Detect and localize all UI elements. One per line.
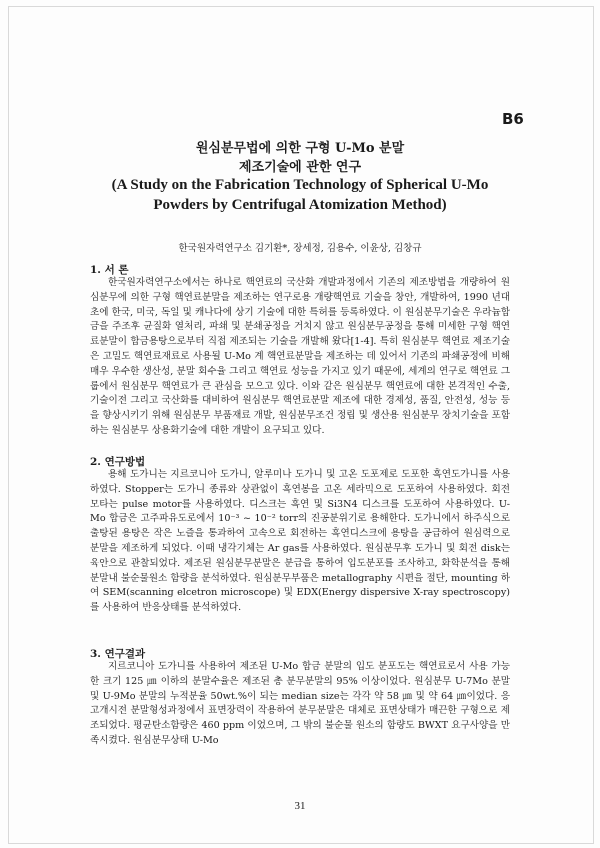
section-body-results <box>90 660 510 749</box>
section-body-methods <box>90 468 510 616</box>
english-title-line-2: Powders by Centrifugal Atomization Method) <box>153 197 447 213</box>
section-body-introduction <box>90 276 510 439</box>
paragraph: 지르코니아 도가니를 사용하여 제조된 U-Mo 합금 분말의 입도 분포도는 핵연료로서 사용 가능한 크기 125 ㎛ 이하의 분말수율은 제조된 총 분무분말의 95% 이상이었다. 원심분무 U-7Mo 분말 및 U-9Mo 분말의 누적분율 50wt.%이 되는 median size는 각각 약 58 ㎛ 및 약 64 ㎛이었다. 응고개시전 분말형성과정에서 표면장력이 작용하여 분무분말은 대체로 표면상태가 매끈한 구형으로 제조되었다. 평균탄소함량은 460 ppm 이었으며, 그 밖의 불순물 원소의 함량도 BWXT 요구사양을 만족시켰다. 원심분무상태 U-Mo <box>90 661 510 746</box>
paper-code: B6 <box>502 110 524 128</box>
english-title-line-1: (A Study on the Fabrication Technology of Spherical U-Mo <box>111 177 489 193</box>
section-heading-introduction: 1. 서 론 <box>90 264 129 276</box>
korean-title-line-1: 원심분무법에 의한 구형 U-Mo 분말 <box>195 141 405 156</box>
paragraph: 용해 도가니는 지르코니아 도가니, 알루미나 도가니 및 고온 도포제로 도포한 흑연도가니를 사용하였다. Stopper는 도가니 종류와 상관없이 흑연봉을 고온 세라믹으로 도포하여 사용하였다. 회전 모타는 pulse motor를 사용하였다. 디스크는 흑연 및 Si3N4 디스크를 도포하여 사용하였다. U-Mo 합금은 고주파유도로에서 10⁻³ ~ 10⁻² torr의 진공분위기로 용해한다. 도가니에서 하주식으로 출탕된 용탕은 작은 노즐을 통과하여 고속으로 회전하는 흑연디스크에 용탕을 공급하여 원심력으로 분말을 제조하게 되었다. 이때 냉각기체는 Ar gas를 사용하였다. 원심분무후 도가니 및 회전 disk는 육안으로 관찰되었다. 제조된 원심분무분말은 분급을 통하여 입도분포를 조사하고, 화학분석을 통해 분말내 불순물원소 함량을 분석하였다. 원심분무부품은 metallography 시편을 절단, mounting 하여 SEM(scanning elcetron microscope) 및 EDX(Energy dispersive X-ray spectroscopy)를 사용하여 반응상태를 분석하였다. <box>90 469 510 614</box>
author-line: 한국원자력연구소 김기환*, 장세정, 김용수, 이윤상, 김창규 <box>178 243 422 254</box>
paragraph: 한국원자력연구소에서는 하나로 핵연료의 국산화 개발과정에서 기존의 제조방법을 개량하여 원심분무에 의한 구형 핵연료분말을 제조하는 연구로용 개량핵연료 기술을 창안, 개발하여, 1990 년대 초에 한국, 미국, 독일 및 캐나다에 상기 기술에 대한 특허를 등록하였다. 이 원심분무기술은 우라늄합금을 주조후 균질화 열처리, 파쇄 및 분쇄공정을 거치지 않고 원심분무공정을 통해 미세한 구형 핵연료분말이 합금용탕으로부터 직접 제조되는 기술을 개발해 왔다[1-4]. 특히 원심분무 핵연료 제조기술은 고밀도 핵연료재료로 사용될 U-Mo 계 핵연료분말을 제조하는 데 있어서 기존의 파쇄공정에 비해 매우 우수한 생산성, 분말 회수율 그리고 핵연료 성능을 가지고 있기 때문에, 세계의 연구로 핵연료 그룹에서 원심분무 핵연료가 큰 관심을 모으고 있다. 이와 같은 원심분무 핵연료에 대한 본격적인 수출, 기술이전 그리고 국산화를 대비하여 원심분무 핵연료분말 제조에 대한 경제성, 품질, 안전성, 성능 등을 향상시키기 위해 원심분무 부품재료 개발, 원심분무조건 정립 및 생산용 원심분무 장치기술을 포함하는 원심분무 상용화기술에 대한 개발이 요구되고 있다. <box>90 277 510 436</box>
page-number: 31 <box>294 800 306 812</box>
section-heading-results: 3. 연구결과 <box>90 648 146 660</box>
korean-title-line-2: 제조기술에 관한 연구 <box>238 160 362 175</box>
section-heading-methods: 2. 연구방법 <box>90 456 146 468</box>
